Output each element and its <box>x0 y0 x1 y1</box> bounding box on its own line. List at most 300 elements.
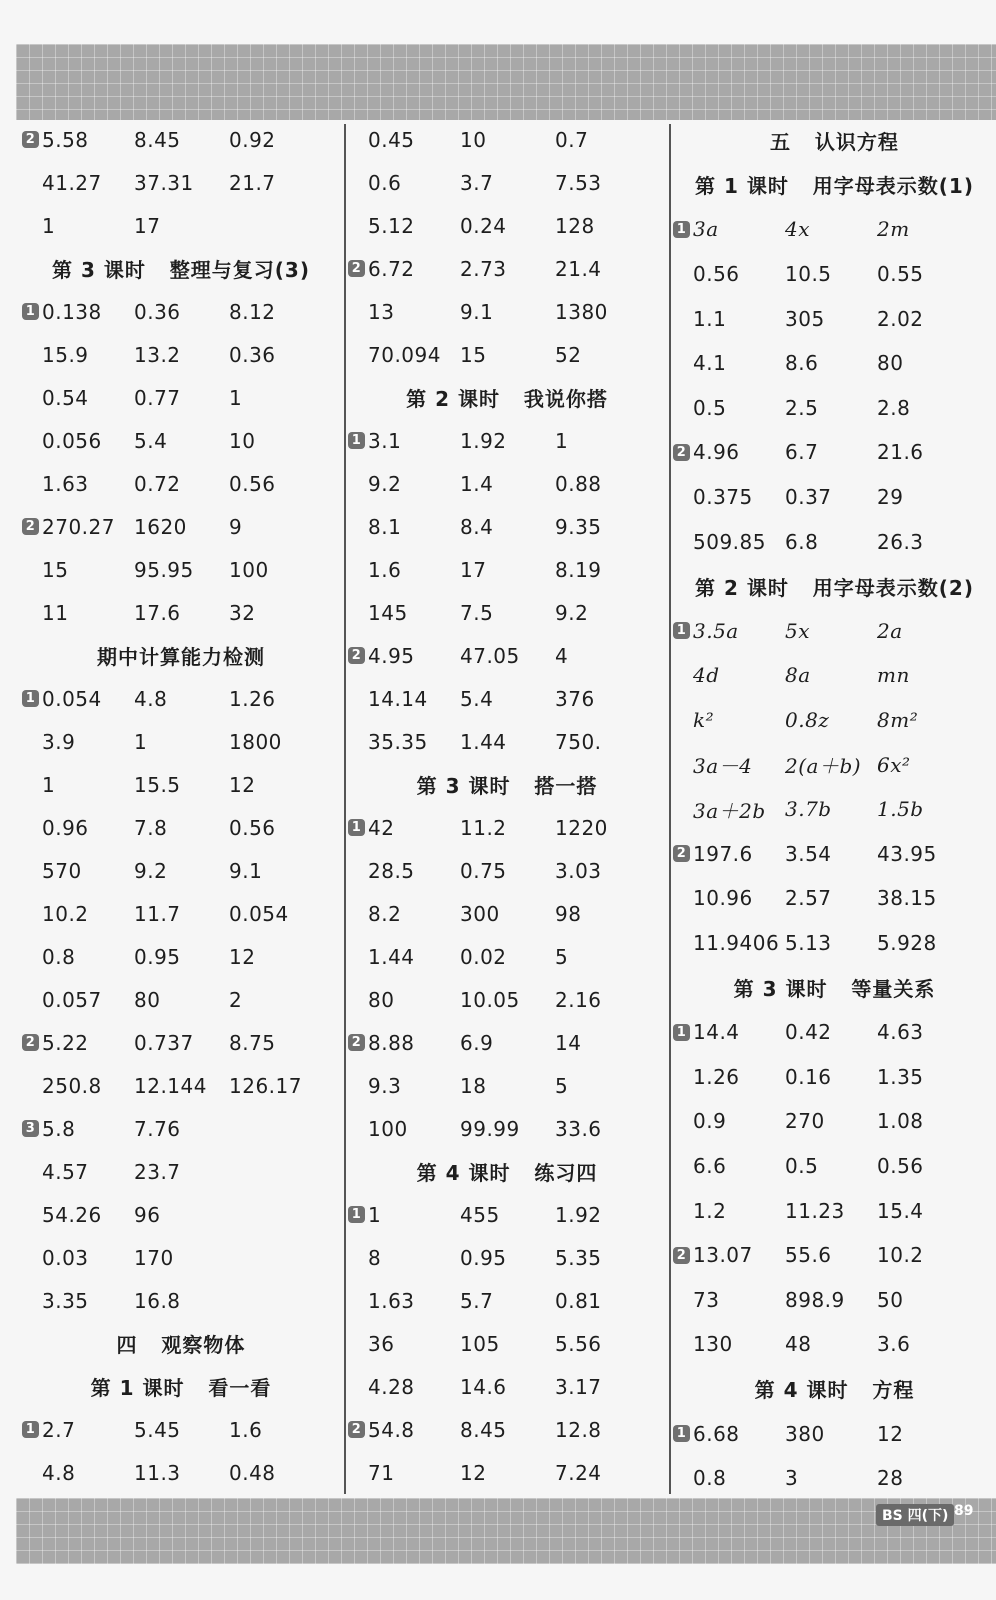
answer-value: 5.4 <box>460 686 494 711</box>
answer-value: 5.7 <box>460 1288 494 1313</box>
answer-value: 0.56 <box>229 815 276 840</box>
answer-value: 8.45 <box>134 127 181 152</box>
answer-value: 15 <box>42 557 69 582</box>
question-number-badge: 2 <box>22 518 39 535</box>
answer-value: 0.37 <box>785 485 832 510</box>
answer-value: 0.95 <box>134 944 181 969</box>
answer-value: 7.76 <box>134 1116 181 1141</box>
answer-value: 0.54 <box>42 385 89 410</box>
answer-value: 9.2 <box>134 858 168 883</box>
answer-row <box>22 849 340 892</box>
answer-value: 0.42 <box>785 1020 832 1045</box>
answer-row <box>348 419 666 462</box>
answer-row <box>673 742 996 787</box>
answer-value: 3a－4 <box>693 754 753 779</box>
answer-value: 1.63 <box>368 1288 415 1313</box>
answer-value: 12 <box>229 944 256 969</box>
section-heading-text: 四 观察物体 <box>116 1333 246 1357</box>
answer-value: 130 <box>693 1332 733 1357</box>
answer-value: 380 <box>785 1421 825 1446</box>
answer-value: 570 <box>42 858 82 883</box>
answer-value: 250.8 <box>42 1073 102 1098</box>
answer-value: 13.07 <box>693 1243 753 1268</box>
answer-value: 0.56 <box>877 1153 924 1178</box>
answer-column-2 <box>348 118 666 1537</box>
answer-value: 1.5b <box>877 797 924 822</box>
answer-value: 16.8 <box>134 1288 181 1313</box>
section-heading-text: 期中计算能力检测 <box>97 645 265 669</box>
answer-row <box>673 1144 996 1189</box>
answer-row <box>673 921 996 966</box>
answer-value: 73 <box>693 1287 720 1312</box>
answer-value: 15 <box>460 342 487 367</box>
answer-row <box>22 462 340 505</box>
section-heading <box>673 564 996 609</box>
answer-value: 12 <box>460 1460 487 1485</box>
answer-value: 0.737 <box>134 1030 194 1055</box>
section-heading <box>348 376 666 419</box>
question-number-badge: 2 <box>348 1034 365 1051</box>
answer-value: 5.45 <box>134 1417 181 1442</box>
answer-value: 105 <box>460 1331 500 1356</box>
answer-row <box>673 876 996 921</box>
answer-value: 17.6 <box>134 600 181 625</box>
question-number-badge: 1 <box>348 819 365 836</box>
answer-value: 0.8z <box>785 708 830 733</box>
answer-value: 3.17 <box>555 1374 602 1399</box>
answer-value: 3.1 <box>368 428 402 453</box>
answer-value: 11.9406 <box>693 930 780 955</box>
section-heading <box>348 763 666 806</box>
answer-value: 7.5 <box>460 600 494 625</box>
answer-row <box>673 787 996 832</box>
answer-value: 0.95 <box>460 1245 507 1270</box>
answer-value: 80 <box>134 987 161 1012</box>
answer-value: 37.31 <box>134 170 194 195</box>
answer-value: 1 <box>368 1202 382 1227</box>
answer-value: 32 <box>229 600 256 625</box>
answer-value: 750. <box>555 729 602 754</box>
answer-value: 11.7 <box>134 901 181 926</box>
answer-value: 1.92 <box>555 1202 602 1227</box>
column-divider <box>669 124 671 1494</box>
section-heading-text: 第 4 课时 练习四 <box>416 1161 598 1185</box>
answer-row <box>22 591 340 634</box>
answer-value: 7.53 <box>555 170 602 195</box>
answer-row <box>22 892 340 935</box>
answer-value: 1 <box>42 213 56 238</box>
answer-value: 98 <box>555 901 582 926</box>
answer-value: 1620 <box>134 514 187 539</box>
answer-value: 3.54 <box>785 841 832 866</box>
answer-row <box>22 1150 340 1193</box>
answer-value: 6.6 <box>693 1153 727 1178</box>
answer-row <box>348 505 666 548</box>
answer-value: 5.12 <box>368 213 415 238</box>
answer-value: 3a＋2b <box>693 798 766 823</box>
answer-value: 0.77 <box>134 385 181 410</box>
answer-row <box>22 333 340 376</box>
answer-value: 96 <box>134 1202 161 1227</box>
answer-value: 52 <box>555 342 582 367</box>
answer-row <box>673 1054 996 1099</box>
answer-value: 0.36 <box>229 342 276 367</box>
answer-value: 0.75 <box>460 858 507 883</box>
answer-value: 3.7b <box>785 797 832 822</box>
answer-value: 1 <box>134 729 148 754</box>
answer-value: 197.6 <box>693 841 753 866</box>
answer-row <box>22 161 340 204</box>
answer-row <box>673 519 996 564</box>
answer-value: 71 <box>368 1460 395 1485</box>
question-number-badge: 1 <box>22 303 39 320</box>
answer-value: 9.2 <box>368 471 402 496</box>
answer-value: 1.6 <box>368 557 402 582</box>
answer-value: 8.19 <box>555 557 602 582</box>
answer-row <box>22 978 340 1021</box>
answer-value: 13 <box>368 299 395 324</box>
answer-value: 8.75 <box>229 1030 276 1055</box>
answer-value: 5x <box>785 618 811 643</box>
answer-value: 5.35 <box>555 1245 602 1270</box>
answer-value: 80 <box>368 987 395 1012</box>
answer-row <box>22 806 340 849</box>
answer-row <box>348 634 666 677</box>
answer-value: 10.2 <box>42 901 89 926</box>
answer-row <box>673 252 996 297</box>
answer-row <box>348 462 666 505</box>
question-number-badge: 2 <box>348 647 365 664</box>
answer-value: 3.9 <box>42 729 76 754</box>
answer-value: 126.17 <box>229 1073 302 1098</box>
answer-column-3 <box>673 118 996 1500</box>
question-number-badge: 2 <box>348 1421 365 1438</box>
section-heading-text: 第 1 课时 看一看 <box>90 1376 272 1400</box>
question-number-badge: 2 <box>22 131 39 148</box>
answer-value: 5 <box>555 1073 569 1098</box>
answer-value: 1.26 <box>229 686 276 711</box>
answer-row <box>348 978 666 1021</box>
section-heading <box>22 1365 340 1408</box>
answer-value: 6.7 <box>785 440 819 465</box>
answer-row <box>348 290 666 333</box>
answer-value: 5.58 <box>42 127 89 152</box>
answer-value: 17 <box>460 557 487 582</box>
answer-row <box>348 1064 666 1107</box>
answer-value: 11.2 <box>460 815 507 840</box>
answer-value: 1.1 <box>693 306 727 331</box>
answer-value: 11.23 <box>785 1198 845 1223</box>
answer-value: 9.35 <box>555 514 602 539</box>
answer-value: 5.56 <box>555 1331 602 1356</box>
answer-value: 38.15 <box>877 886 937 911</box>
answer-value: 5.13 <box>785 930 832 955</box>
answer-value: 7.8 <box>134 815 168 840</box>
book-label: BS 四(下) <box>876 1504 954 1526</box>
answer-value: 2.73 <box>460 256 507 281</box>
answer-row <box>22 1193 340 1236</box>
answer-value: 2.57 <box>785 886 832 911</box>
answer-value: 0.138 <box>42 299 102 324</box>
section-heading-text: 第 2 课时 用字母表示数(2) <box>695 575 974 600</box>
section-heading <box>348 1150 666 1193</box>
answer-value: 1 <box>555 428 569 453</box>
answer-value: 3.5a <box>693 618 739 643</box>
section-heading-text: 第 4 课时 方程 <box>754 1378 915 1403</box>
answer-row <box>673 698 996 743</box>
answer-row <box>348 1322 666 1365</box>
answer-value: 8.2 <box>368 901 402 926</box>
answer-row <box>22 419 340 462</box>
answer-value: 10.96 <box>693 886 753 911</box>
section-heading <box>673 118 996 163</box>
answer-value: 50 <box>877 1287 904 1312</box>
answer-value: 1.26 <box>693 1064 740 1089</box>
answer-value: 0.6 <box>368 170 402 195</box>
answer-value: 6.68 <box>693 1421 740 1446</box>
question-number-badge: 2 <box>673 444 690 461</box>
answer-value: 1.2 <box>693 1198 727 1223</box>
section-heading-text: 第 1 课时 用字母表示数(1) <box>695 174 974 199</box>
answer-row <box>348 677 666 720</box>
answer-value: 0.057 <box>42 987 102 1012</box>
answer-value: 4d <box>693 663 720 688</box>
answer-value: 4.28 <box>368 1374 415 1399</box>
answer-row <box>348 892 666 935</box>
answer-row <box>22 548 340 591</box>
answer-value: 8.4 <box>460 514 494 539</box>
answer-row <box>348 161 666 204</box>
section-heading <box>673 1367 996 1412</box>
answer-value: 0.56 <box>693 262 740 287</box>
answer-value: 3.7 <box>460 170 494 195</box>
section-heading-text: 第 2 课时 我说你搭 <box>406 387 608 411</box>
answer-value: 21.6 <box>877 440 924 465</box>
answer-row <box>673 475 996 520</box>
answer-value: 3.6 <box>877 1332 911 1357</box>
answer-value: 898.9 <box>785 1287 845 1312</box>
answer-value: 54.8 <box>368 1417 415 1442</box>
answer-value: 0.5 <box>693 395 727 420</box>
answer-value: 11 <box>42 600 69 625</box>
answer-value: 0.81 <box>555 1288 602 1313</box>
answer-value: k² <box>693 708 715 733</box>
answer-value: 42 <box>368 815 395 840</box>
answer-row <box>22 1236 340 1279</box>
answer-row <box>673 341 996 386</box>
answer-value: 0.72 <box>134 471 181 496</box>
footer-band <box>16 1498 996 1564</box>
answer-value: 3 <box>785 1466 799 1491</box>
answer-value: 1220 <box>555 815 608 840</box>
answer-value: 1.35 <box>877 1064 924 1089</box>
answer-row <box>22 935 340 978</box>
answer-value: 10 <box>229 428 256 453</box>
question-number-badge: 2 <box>673 1247 690 1264</box>
section-heading-text: 第 3 课时 搭一搭 <box>416 774 598 798</box>
answer-value: 10.2 <box>877 1243 924 1268</box>
answer-value: 55.6 <box>785 1243 832 1268</box>
answer-row <box>22 763 340 806</box>
answer-value: 128 <box>555 213 595 238</box>
answer-value: 10.05 <box>460 987 520 1012</box>
section-heading <box>22 1322 340 1365</box>
answer-value: 1.6 <box>229 1417 263 1442</box>
answer-value: 12.144 <box>134 1073 207 1098</box>
column-divider <box>344 124 346 1494</box>
answer-value: 4.96 <box>693 440 740 465</box>
answer-row <box>22 1408 340 1451</box>
section-heading-text: 五 认识方程 <box>770 129 899 154</box>
question-number-badge: 1 <box>673 221 690 238</box>
answer-value: 26.3 <box>877 529 924 554</box>
answer-value: 9 <box>229 514 243 539</box>
answer-value: 0.7 <box>555 127 589 152</box>
answer-row <box>673 1456 996 1501</box>
answer-value: 4x <box>785 217 811 242</box>
answer-column-1 <box>22 118 340 1494</box>
section-heading-text: 第 3 课时 整理与复习(3) <box>52 258 310 282</box>
section-heading <box>673 163 996 208</box>
answer-row <box>348 1365 666 1408</box>
answer-value: 0.16 <box>785 1064 832 1089</box>
answer-value: 100 <box>368 1116 408 1141</box>
answer-row <box>22 118 340 161</box>
answer-value: 48 <box>785 1332 812 1357</box>
answer-value: 1.44 <box>368 944 415 969</box>
answer-value: 0.88 <box>555 471 602 496</box>
answer-value: 8.88 <box>368 1030 415 1055</box>
answer-value: 1.92 <box>460 428 507 453</box>
answer-value: 12 <box>229 772 256 797</box>
answer-row <box>348 720 666 763</box>
answer-value: 0.55 <box>877 262 924 287</box>
answer-value: 4.63 <box>877 1020 924 1045</box>
answer-row <box>673 430 996 475</box>
answer-row <box>348 1279 666 1322</box>
answer-value: 99.99 <box>460 1116 520 1141</box>
answer-row <box>348 204 666 247</box>
answer-value: 0.054 <box>229 901 289 926</box>
answer-value: 15.9 <box>42 342 89 367</box>
answer-value: 3.03 <box>555 858 602 883</box>
answer-row <box>673 386 996 431</box>
answer-value: 13.2 <box>134 342 181 367</box>
answer-value: 4.57 <box>42 1159 89 1184</box>
answer-row <box>673 609 996 654</box>
answer-row <box>348 333 666 376</box>
question-number-badge: 3 <box>22 1120 39 1137</box>
answer-row <box>348 118 666 161</box>
answer-value: 5.22 <box>42 1030 89 1055</box>
answer-value: 1 <box>229 385 243 410</box>
answer-value: 23.7 <box>134 1159 181 1184</box>
answer-value: 36 <box>368 1331 395 1356</box>
answer-value: 9.1 <box>460 299 494 324</box>
answer-value: 4 <box>555 643 569 668</box>
answer-row <box>22 204 340 247</box>
answer-value: 14.4 <box>693 1020 740 1045</box>
answer-value: 8.1 <box>368 514 402 539</box>
answer-value: 17 <box>134 213 161 238</box>
answer-value: 9.1 <box>229 858 263 883</box>
answer-value: 2.02 <box>877 306 924 331</box>
answer-value: 5.4 <box>134 428 168 453</box>
answer-value: 0.56 <box>229 471 276 496</box>
answer-value: 18 <box>460 1073 487 1098</box>
question-number-badge: 2 <box>22 1034 39 1051</box>
answer-value: 6.9 <box>460 1030 494 1055</box>
answer-value: 2a <box>877 618 903 643</box>
answer-value: 0.92 <box>229 127 276 152</box>
answer-row <box>673 1099 996 1144</box>
answer-value: 2.7 <box>42 1417 76 1442</box>
answer-value: 80 <box>877 351 904 376</box>
answer-value: 0.8 <box>42 944 76 969</box>
answer-value: 0.48 <box>229 1460 276 1485</box>
question-number-badge: 1 <box>673 1425 690 1442</box>
answer-value: 1800 <box>229 729 282 754</box>
answer-row <box>348 849 666 892</box>
answer-row <box>348 548 666 591</box>
section-heading <box>22 634 340 677</box>
answer-value: 3.35 <box>42 1288 89 1313</box>
answer-row <box>22 720 340 763</box>
answer-value: 300 <box>460 901 500 926</box>
question-number-badge: 1 <box>22 690 39 707</box>
answer-row <box>22 1107 340 1150</box>
answer-value: 0.5 <box>785 1153 819 1178</box>
answer-value: 1.44 <box>460 729 507 754</box>
answer-value: 0.02 <box>460 944 507 969</box>
answer-value: 33.6 <box>555 1116 602 1141</box>
answer-value: 15.5 <box>134 772 181 797</box>
answer-value: 0.03 <box>42 1245 89 1270</box>
answer-value: mn <box>877 663 910 688</box>
answer-value: 41.27 <box>42 170 102 195</box>
answer-value: 5 <box>555 944 569 969</box>
answer-value: 28.5 <box>368 858 415 883</box>
answer-value: 70.094 <box>368 342 441 367</box>
answer-row <box>22 505 340 548</box>
answer-value: 1 <box>42 772 56 797</box>
answer-row <box>348 1107 666 1150</box>
answer-value: 2 <box>229 987 243 1012</box>
answer-value: 0.45 <box>368 127 415 152</box>
question-number-badge: 2 <box>673 845 690 862</box>
answer-value: 95.95 <box>134 557 194 582</box>
answer-value: 100 <box>229 557 269 582</box>
question-number-badge: 1 <box>348 1206 365 1223</box>
answer-value: 305 <box>785 306 825 331</box>
answer-value: 8m² <box>877 708 919 733</box>
answer-value: 9.2 <box>555 600 589 625</box>
answer-value: 14.14 <box>368 686 428 711</box>
answer-row <box>22 1451 340 1494</box>
answer-value: 11.3 <box>134 1460 181 1485</box>
answer-value: 10.5 <box>785 262 832 287</box>
answer-value: 14 <box>555 1030 582 1055</box>
answer-row <box>673 1411 996 1456</box>
answer-row <box>22 376 340 419</box>
question-number-badge: 2 <box>348 260 365 277</box>
answer-row <box>348 1193 666 1236</box>
question-number-badge: 1 <box>673 1024 690 1041</box>
answer-value: 0.8 <box>693 1466 727 1491</box>
answer-value: 2(a＋b) <box>785 754 862 779</box>
answer-value: 270.27 <box>42 514 115 539</box>
answer-value: 6.72 <box>368 256 415 281</box>
